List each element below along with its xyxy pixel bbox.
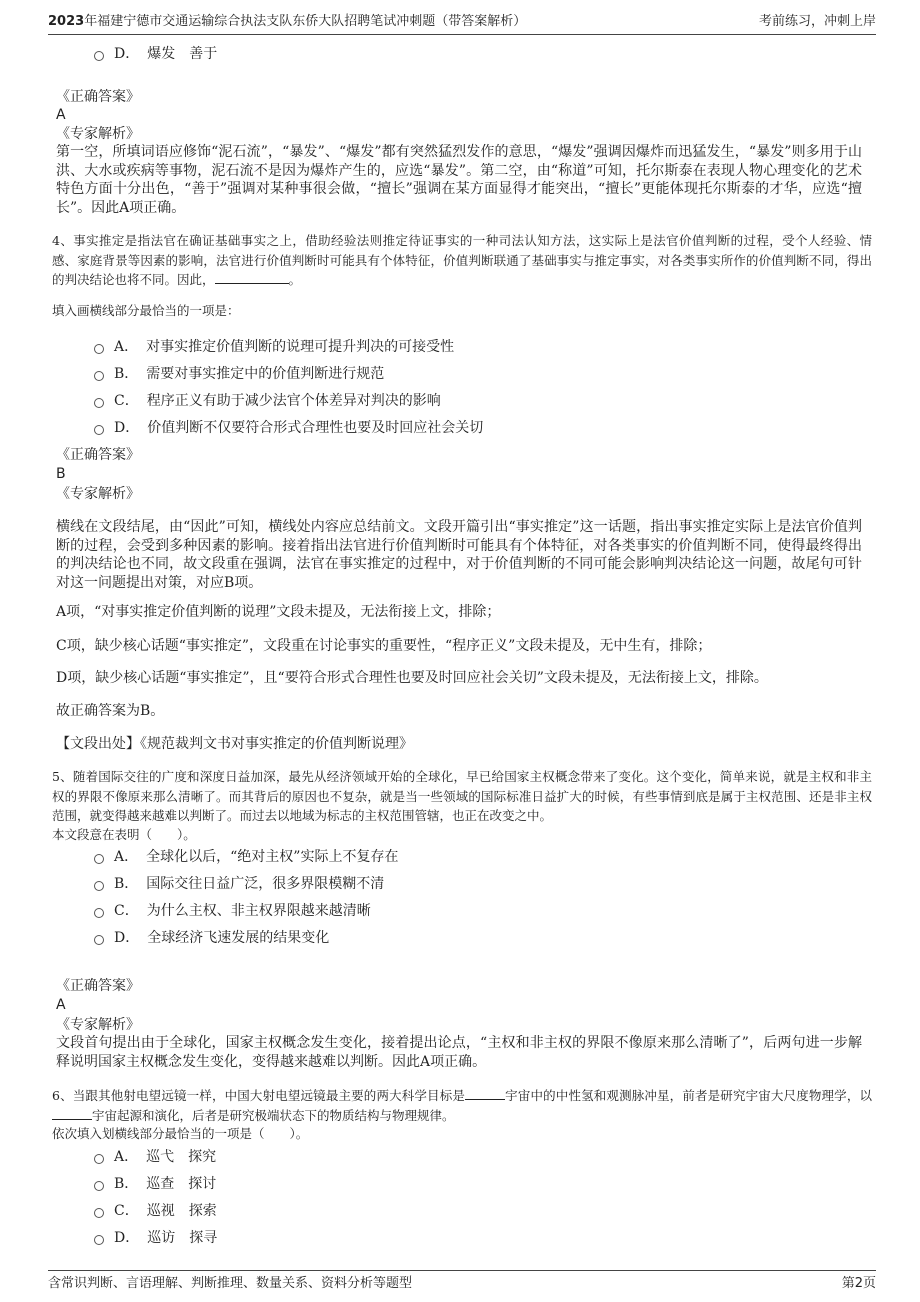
q4-option-a[interactable]: A． 对事实推定价值判断的说理可提升判决的可接受性 (94, 337, 454, 357)
q5-answer-label: 《正确答案》 (56, 978, 140, 994)
q3-answer-label: 《正确答案》 (56, 89, 140, 105)
q6-stem: 6、当跟其他射电望远镜一样，中国大射电望远镜最主要的两大科学目标是 宇宙中的中性氢和观测脉冲星，前者是研究宇宙大尺度物理学，以宇宙起源和演化，后者是研究极端状态下的物质结构与物理规律。 (52, 1088, 872, 1123)
q5-prompt: 本文段意在表明（ ）。 (52, 827, 196, 842)
q4-conclusion: 故正确答案为B。 (56, 703, 165, 719)
q4-analysis-d: D项，缺少核心话题“事实推定”，且“要符合形式合理性也要及时回应社会关切”文段未提及，无法衔接上文，排除。 (56, 670, 768, 686)
q5-stem: 5、随着国际交往的广度和深度日益加深，最先从经济领域开始的全球化，早已给国家主权概念带来了变化。这个变化，简单来说，就是主权和非主权的界限不像原来那么清晰了。而其背后的原因也不复杂，就是当一些领域的国际标准日益扩大的时候，有些事情到底是属于主权范围、还是非主权范围，就变得越来越难以判断了。而过去以地域为标志的主权范围管辖，也正在改变之中。 (52, 769, 872, 823)
q4-answer: B (56, 466, 66, 482)
q4-answer-label: 《正确答案》 (56, 447, 140, 463)
radio-icon[interactable] (94, 881, 104, 891)
q4-option-b[interactable]: B． 需要对事实推定中的价值判断进行规范 (94, 364, 384, 384)
q5-analysis-label: 《专家解析》 (56, 1017, 140, 1033)
q5-option-c[interactable]: C． 为什么主权、非主权界限越来越清晰 (94, 901, 371, 921)
radio-icon[interactable] (94, 344, 104, 354)
q4-option-d[interactable]: D． 价值判断不仅要符合形式合理性也要及时回应社会关切 (94, 418, 483, 438)
q4-option-c[interactable]: C． 程序正义有助于减少法官个体差异对判决的影响 (94, 391, 441, 411)
q4-analysis-a: A项，“对事实推定价值判断的说理”文段未提及，无法衔接上文，排除； (56, 604, 501, 620)
answer-blank (52, 1107, 92, 1120)
q6-option-a[interactable]: A． 巡弋 探究 (94, 1147, 216, 1167)
q5-option-a[interactable]: A． 全球化以后，“绝对主权”实际上不复存在 (94, 847, 398, 867)
q4-stem: 4、事实推定是指法官在确证基础事实之上，借助经验法则推定待证事实的一种司法认知方法，这实际上是法官价值判断的过程，受个人经验、情感、家庭背景等因素的影响，法官进行价值判断时可能具有个体特征，价值判断联通了基础事实与推定事实，对各类事实所作的价值判断不同，得出的判决结论也将不同。因此， 。 (52, 233, 872, 287)
radio-icon[interactable] (94, 425, 104, 435)
radio-icon[interactable] (94, 1154, 104, 1164)
q5-option-d[interactable]: D． 全球经济飞速发展的结果变化 (94, 928, 329, 948)
footer-description: 含常识判断、言语理解、判断推理、数量关系、资料分析等题型 (48, 1276, 413, 1291)
q6-prompt: 依次填入划横线部分最恰当的一项是（ ）。 (52, 1126, 309, 1141)
radio-icon[interactable] (94, 1181, 104, 1191)
radio-icon[interactable] (94, 935, 104, 945)
header-year: 2023 (48, 14, 85, 29)
header-slogan: 考前练习，冲刺上岸 (758, 14, 876, 29)
q6-option-c[interactable]: C． 巡视 探索 (94, 1201, 217, 1221)
answer-blank (465, 1087, 505, 1100)
q3-option-d[interactable]: D． 爆发 善于 (94, 44, 217, 64)
q5-option-b[interactable]: B． 国际交往日益广泛，很多界限模糊不清 (94, 874, 384, 894)
radio-icon[interactable] (94, 1235, 104, 1245)
q6-option-b[interactable]: B． 巡查 探讨 (94, 1174, 216, 1194)
page-header (48, 12, 876, 35)
radio-icon[interactable] (94, 371, 104, 381)
q4-source: 【文段出处】《规范裁判文书对事实推定的价值判断说理》 (56, 736, 413, 752)
q6-option-d[interactable]: D． 巡访 探寻 (94, 1228, 217, 1248)
q4-analysis-main: 横线在文段结尾，由“因此”可知，横线处内容应总结前文。文段开篇引出“事实推定”这一话题，指出事实推定实际上是法官价值判断的过程，会受到多种因素的影响。接着指出法官进行价值判断时可能具有个体特征，对各类事实的价值判断不同，使得最终得出的判决结论也不同，故文段重在强调，法官在事实推定的过程中，对于价值判断的不同可能会影响判决结论这一问题，故尾句可针对这一问题提出对策，对应B项。 (56, 519, 862, 591)
q5-answer: A (56, 997, 66, 1013)
radio-icon[interactable] (94, 398, 104, 408)
header-title: 2023年福建宁德市交通运输综合执法支队东侨大队招聘笔试冲刺题（带答案解析） (48, 14, 527, 29)
q3-answer: A (56, 107, 66, 123)
q4-analysis-label: 《专家解析》 (56, 486, 140, 502)
page-footer (48, 1270, 876, 1293)
q4-analysis-c: C项，缺少核心话题“事实推定”，文段重在讨论事实的重要性，“程序正义”文段未提及，无中生有，排除； (56, 638, 712, 654)
q5-analysis: 文段首句提出由于全球化，国家主权概念发生变化，接着提出论点，“主权和非主权的界限不像原来那么清晰了”，后两句进一步解释说明国家主权概念发生变化，变得越来越难以判断。因此A项正确。 (56, 1035, 862, 1070)
q4-prompt: 填入画横线部分最恰当的一项是： (52, 303, 240, 318)
radio-icon[interactable] (94, 51, 104, 61)
answer-blank (215, 271, 289, 284)
radio-icon[interactable] (94, 854, 104, 864)
page-number: 第2页 (841, 1276, 876, 1291)
radio-icon[interactable] (94, 1208, 104, 1218)
q3-analysis-label: 《专家解析》 (56, 126, 140, 142)
q3-analysis: 第一空，所填词语应修饰“泥石流”，“暴发”、“爆发”都有突然猛烈发作的意思，“爆发”强调因爆炸而迅猛发生，“暴发”则多用于山洪、大水或疾病等事物，泥石流不是因为爆炸产生的，应选“暴发”。第二空，由“称道”可知，托尔斯泰在表现人物心理变化的艺术特色方面十分出色，“善于”强调对某种事很会做，“擅长”强调在某方面显得才能突出，“擅长”更能体现托尔斯泰的才华，应选“擅长”。因此A项正确。 (56, 144, 862, 216)
radio-icon[interactable] (94, 908, 104, 918)
